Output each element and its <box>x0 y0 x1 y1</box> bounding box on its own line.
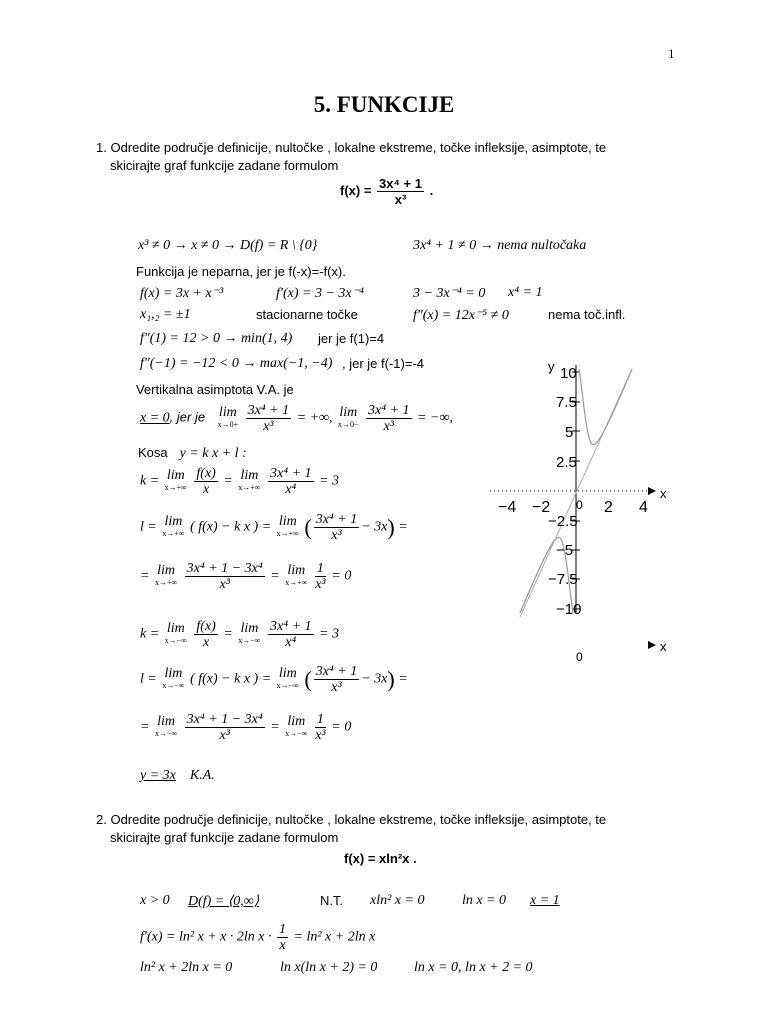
second-x-label: x <box>660 639 667 654</box>
fprime-line: f′(x) = 3 − 3x⁻⁴ <box>276 286 364 301</box>
oblique-asymptote: y = 3x K.A. <box>140 768 215 783</box>
y-axis-label: y <box>548 359 555 374</box>
f-line: f(x) = 3x + x⁻³ <box>140 286 224 301</box>
va-result-plus: = +∞, <box>296 410 333 426</box>
page-title: 5. FUNKCIJE <box>313 92 455 117</box>
x-tick-label: 2 <box>604 499 613 516</box>
task1-statement-line2: skicirajte graf funkcije zadane formulom <box>110 158 339 173</box>
curve-positive-branch <box>579 369 632 445</box>
l-minus-row2: = lim x→−∞ $\frac{\text{3x⁴ + 1 − 3x⁴}}{\text{x³}}$ = lim x→−∞ $\frac{1}{\text{x³}}$ = 0 <box>140 712 352 743</box>
y-tick-label: 7.5 <box>556 394 577 411</box>
va-lim-plus: lim x→0+ <box>217 404 239 429</box>
origin-label: 0 <box>576 498 583 512</box>
task2-derivative: f′(x) = ln² x + x · 2ln x · $\frac{1}{x}$ = ln² x + 2ln x <box>140 922 376 953</box>
second-x-arrow <box>648 641 656 649</box>
zero-below-label: 0 <box>576 650 583 664</box>
va-title: Vertikalna asimptota V.A. je <box>136 382 294 397</box>
y-tick-label: 2.5 <box>556 454 577 471</box>
va-frac-minus: $\frac{\text{3x⁴ + 1}}{\text{x³}}$ <box>368 403 410 434</box>
k-minus-row: k = lim x→−∞ $\frac{f(x)}{x}$ = lim x→−∞ $\frac{\text{3x⁴ + 1}}{\text{x⁴}}$ = 3 <box>140 619 339 650</box>
y-tick-label: −2.5 <box>548 513 578 530</box>
l-minus-row: l = lim x→−∞ ( f(x) − k x ) = lim x→−∞ ( $\frac{\text{3x⁴ + 1}}{\text{x³}}$ − 3x) = <box>140 664 408 695</box>
x4-equation: x⁴ = 1 <box>508 285 543 300</box>
y-tick-label: −5 <box>556 542 574 559</box>
odd-function-line: Funkcija je neparna, jer je f(-x)=-f(x). <box>136 264 346 279</box>
y-tick-label: 10 <box>560 365 577 382</box>
y-tick-label: −10 <box>556 601 582 618</box>
max-line: f″(−1) = −12 < 0 → max(−1, −4) <box>140 356 333 371</box>
max-note: , jer je f(-1)=-4 <box>342 356 424 371</box>
l-plus-row: l = lim x→+∞ ( f(x) − k x ) = lim x→+∞ ( $\frac{\text{3x⁴ + 1}}{\text{x³}}$ − 3x) = <box>140 512 408 543</box>
task2-lnx-eq: ln x = 0 <box>462 893 507 908</box>
task2-statement-line2: skicirajte graf funkcije zadane formulom <box>110 830 339 845</box>
va-x0: x = 0 <box>140 410 170 426</box>
task1-formula: f(x) = $\frac{\text{3x⁴ + 1}}{\text{x³}}$ . <box>340 176 434 207</box>
stationary-label: stacionarne točke <box>256 307 358 322</box>
min-note: jer je f(1)=4 <box>318 331 385 346</box>
task2-statement-line1: 2. Odredite područje definicije, nultočke , lokalne ekstreme, točke infleksije, asimptote, te <box>96 812 607 827</box>
derivative-equation: 3 − 3x⁻⁴ = 0 <box>413 286 486 301</box>
task2-nt-label: N.T. <box>320 893 344 908</box>
kosa-label: Kosa <box>138 445 168 460</box>
va-lim-minus: lim x→0− <box>338 404 359 429</box>
task2-eq-a: ln² x + 2ln x = 0 <box>140 960 233 975</box>
x-tick-label: −2 <box>532 499 551 516</box>
function-graph <box>480 355 680 675</box>
k-plus-row: k = lim x→+∞ $\frac{f(x)}{x}$ = lim x→+∞ $\frac{\text{3x⁴ + 1}}{\text{x⁴}}$ = 3 <box>140 466 339 497</box>
task2-domain-b: D(f) = ⟨0,∞⟩ <box>188 894 260 909</box>
kosa-formula: y = k x + l : <box>179 446 247 461</box>
no-inflection-note: nema toč.infl. <box>548 307 626 322</box>
task2-formula: f(x) = xln²x . <box>344 851 417 866</box>
va-jerje: , jer je <box>169 409 206 425</box>
task2-zero-eq: xln² x = 0 <box>370 893 425 908</box>
x-tick-label: −4 <box>498 499 517 516</box>
task2-domain-a: x > 0 <box>140 893 170 908</box>
l-plus-row2: = lim x→+∞ $\frac{\text{3x⁴ + 1 − 3x⁴}}{\text{x³}}$ = lim x→+∞ $\frac{1}{\text{x³}}$ = 0 <box>140 561 352 592</box>
formula-lhs: f(x) = <box>340 182 372 198</box>
x-axis-arrow <box>648 487 656 495</box>
va-frac-plus: $\frac{\text{3x⁴ + 1}}{\text{x³}}$ <box>247 403 290 434</box>
second-derivative: f″(x) = 12x⁻⁵ ≠ 0 <box>413 308 509 323</box>
y-tick-label: −7.5 <box>548 571 578 588</box>
task2-eq-b: ln x(ln x + 2) = 0 <box>280 960 378 975</box>
formula-denominator: x³ <box>394 192 407 207</box>
min-line: f″(1) = 12 > 0 → min(1, 4) <box>140 331 293 346</box>
stationary-x: x₁,₂ = ±1 <box>140 307 191 322</box>
zeros-line: 3x⁴ + 1 ≠ 0 → nema nultočaka <box>413 238 587 253</box>
x-tick-label: 4 <box>639 499 648 516</box>
va-result-minus: = −∞, <box>417 410 453 426</box>
kosa-line <box>138 444 247 462</box>
page-number: 1 <box>668 46 675 61</box>
task2-x1: x = 1 <box>530 893 560 908</box>
task2-eq-c: ln x = 0, ln x + 2 = 0 <box>414 960 533 975</box>
domain-line: x³ ≠ 0 → x ≠ 0 → D(f) = R \ {0} <box>138 238 318 253</box>
formula-numerator: 3x⁴ + 1 <box>379 176 422 191</box>
x-axis-label: x <box>660 486 667 501</box>
y-tick-label: 5 <box>565 424 574 441</box>
task1-statement-line1: 1. Odredite područje definicije, nultočke , lokalne ekstreme, točke infleksije, asimptote, te <box>96 140 607 155</box>
va-limit-row <box>140 403 453 434</box>
